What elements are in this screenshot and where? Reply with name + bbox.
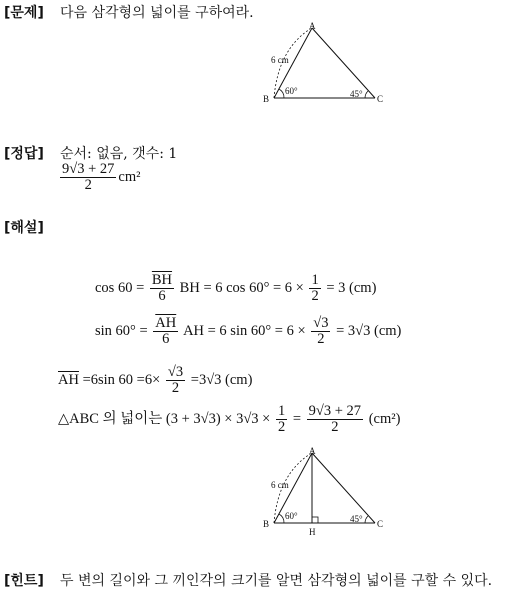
cos-denominator: 6 (158, 288, 166, 304)
answer-numerator: 9√3 + 27 (62, 161, 115, 177)
ah-fraction (166, 365, 185, 396)
hint-label: [힌트] (4, 573, 44, 589)
vertex-a: A (309, 446, 316, 456)
ah-mid: =6sin 60 =6× (78, 371, 161, 388)
cos-numerator: $\overline{BH}$ (151, 272, 173, 288)
angle-c-arc (365, 91, 368, 98)
solution-area-line (58, 404, 400, 435)
area-half-numerator: 1 (277, 403, 286, 419)
area-unit: (cm²) (368, 410, 401, 427)
answer-value (58, 162, 140, 193)
solution-cos-line (95, 273, 376, 304)
answer-unit: cm² (118, 168, 141, 185)
cos-rhs1: BH = 6 cos 60° = 6 × (179, 279, 304, 296)
hint-text: 두 변의 길이와 그 끼인각의 크기를 알면 삼각형의 넓이를 구할 수 있다. (60, 573, 493, 589)
area-result-numerator: 9√3 + 27 (308, 403, 362, 419)
sin-half-fraction (311, 316, 330, 347)
cos-rhs2: = 3 (cm) (326, 279, 377, 296)
cos-half-numerator: 1 (311, 272, 319, 288)
angle-b-label: 60° (285, 86, 298, 96)
ah-rhs: =3√3 (cm) (187, 371, 253, 388)
side-ab-label: 6 cm (271, 480, 289, 490)
angle-c-label: 45° (350, 89, 363, 99)
cos-half-fraction (309, 273, 320, 304)
sin-rhs1: AH = 6 sin 60° = 6 × (183, 322, 306, 339)
answer-fraction (60, 162, 116, 193)
area-lhs: △ABC 의 넓이는 (58, 410, 163, 427)
vertex-c: C (377, 94, 384, 104)
cos-half-denominator: 2 (311, 288, 319, 304)
angle-b-arc (279, 514, 284, 523)
solution-label: [해설] (4, 220, 44, 236)
problem-label: [문제] (4, 5, 44, 21)
answer-label: [정답] (4, 146, 44, 162)
sin-half-denominator: 2 (317, 331, 325, 347)
ah-lhs: $\overline{AH}$ (58, 371, 79, 388)
ah-numerator: √3 (167, 364, 184, 380)
area-eq: = (292, 410, 302, 427)
angle-b-arc (279, 89, 284, 98)
foot-h: H (309, 527, 316, 537)
problem-text: 다음 삼각형의 넓이를 구하여라. (60, 5, 254, 21)
cos-lhs: cos 60 = (95, 279, 145, 296)
angle-c-label: 45° (350, 514, 363, 524)
area-half-denominator: 2 (277, 419, 286, 435)
vertex-a: A (309, 21, 316, 31)
sin-denominator: 6 (162, 331, 170, 347)
cos-fraction (150, 273, 174, 304)
sin-numerator: $\overline{AH}$ (155, 315, 177, 331)
sin-half-numerator: √3 (313, 315, 329, 331)
answer-denominator: 2 (84, 177, 92, 193)
sin-lhs: sin 60° = (95, 322, 148, 339)
problem-triangle-figure (260, 20, 390, 108)
vertex-c: C (377, 519, 384, 529)
side-ac (312, 28, 375, 98)
sin-fraction (153, 316, 178, 347)
solution-sin-line (95, 316, 401, 347)
area-mid: (3 + 3√3) × 3√3 × (165, 410, 271, 427)
answer-line1: 순서: 없음, 갯수: 1 (60, 146, 178, 162)
solution-triangle-figure (260, 445, 390, 537)
angle-c-arc (365, 516, 368, 523)
side-ac (312, 453, 375, 523)
area-result-denominator: 2 (331, 419, 339, 435)
angle-b-label: 60° (285, 511, 298, 521)
right-angle-mark (312, 517, 318, 523)
sin-rhs2: = 3√3 (cm) (336, 322, 402, 339)
area-result-fraction (307, 404, 363, 435)
side-ab-label: 6 cm (271, 55, 289, 65)
area-half-fraction (276, 404, 287, 435)
ah-denominator: 2 (171, 380, 180, 396)
solution-ah-line (58, 365, 252, 396)
vertex-b: B (263, 94, 270, 104)
vertex-b: B (263, 519, 270, 529)
